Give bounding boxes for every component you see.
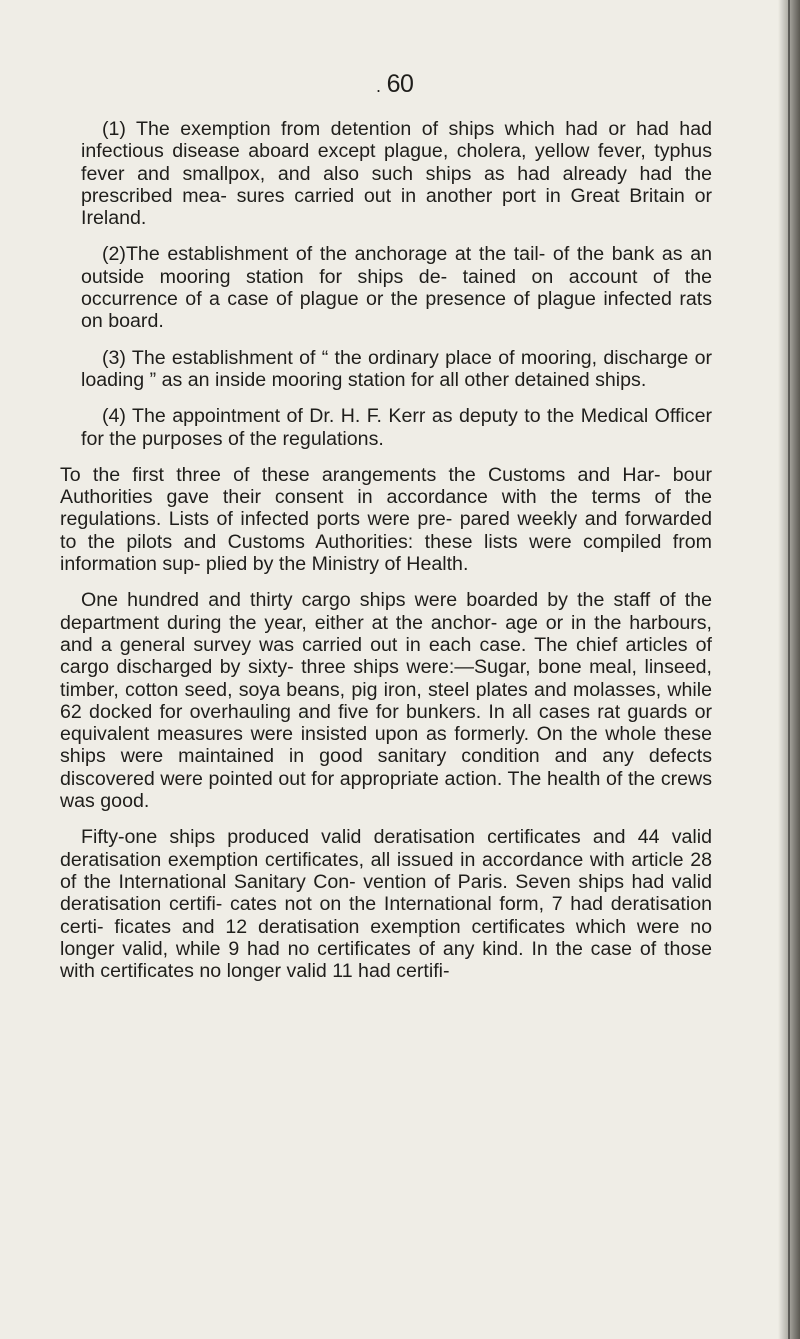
numbered-item-3: (3) The establishment of “ the ordinary place of mooring, discharge or loading ” as an inside mooring station for all other detained ships. xyxy=(81,346,712,391)
page-number-text: 60 xyxy=(386,70,414,98)
page-mark-dot: . xyxy=(376,76,381,96)
numbered-item-2: (2)The establishment of the anchorage at the tail- of the bank as an outside mooring station for ships de- tained on account of the occurrence of a case of plague or the presence of plague infected rats on board. xyxy=(81,243,712,333)
page-body xyxy=(60,118,712,996)
numbered-item-4: (4) The appointment of Dr. H. F. Kerr as deputy to the Medical Officer for the purposes of the regulations. xyxy=(81,405,712,450)
paragraph-consent: To the first three of these arangements the Customs and Har- bour Authorities gave their consent in accordance with the terms of the regulations. Lists of infected ports were pre- pared weekly and forwarded to the pilots and Customs Authorities: these lists were compiled from information sup- plied by the Ministry of Health. xyxy=(60,463,712,576)
numbered-item-1: (1) The exemption from detention of ships which had or had had infectious disease aboard except plague, cholera, yellow fever, typhus fever and smallpox, and also such ships as had already had the prescribed mea- sures carried out in another port in Great Britain or Ireland. xyxy=(81,118,712,230)
paragraph-deratisation-certificates: Fifty-one ships produced valid deratisation certificates and 44 valid deratisation exemption certificates, all issued in accordance with article 28 of the International Sanitary Con- vention of Paris. Seven ships had valid deratisation certifi- cates not on the International form, 7 had deratisation certi- ficates and 12 deratisation exemption certificates which were no longer valid, while 9 had no certificates of any kind. In the case of those with certificates no longer valid 11 had certifi- xyxy=(60,826,712,983)
paragraph-ships-boarded: One hundred and thirty cargo ships were boarded by the staff of the department during the year, either at the anchor- age or in the harbours, and a general survey was carried out in each case. The chief articles of cargo discharged by sixty- three ships were:—Sugar, bone meal, linseed, timber, cotton seed, soya beans, pig iron, steel plates and molasses, while 62 docked for overhauling and five for bunkers. In all cases rat guards or equivalent measures were insisted upon as formerly. On the whole these ships were maintained in good sanitary condition and any defects discovered were pointed out for appropriate action. The health of the crews was good. xyxy=(60,589,712,813)
page-edge-line xyxy=(788,0,790,1339)
page-number xyxy=(0,70,800,99)
